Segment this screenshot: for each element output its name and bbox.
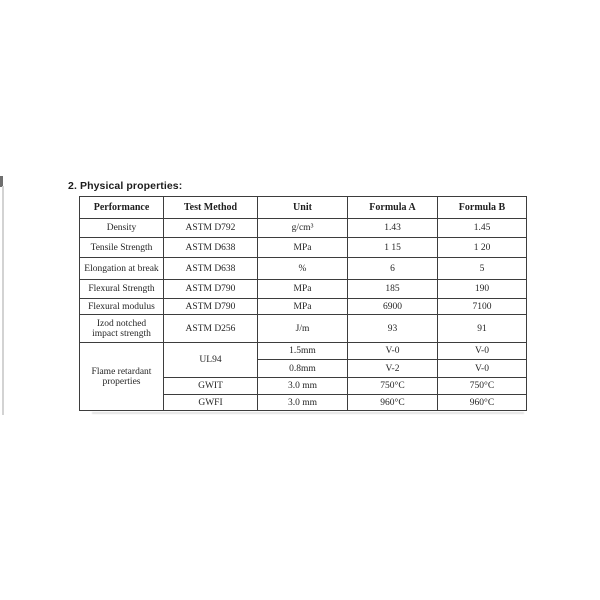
cell-formula-b: 5: [438, 258, 527, 280]
cell-test-method: GWIT: [164, 378, 258, 395]
cell-formula-a: 6: [348, 258, 438, 280]
cell-formula-a: 960°C: [348, 395, 438, 411]
table-row: [80, 219, 527, 238]
cell-test-method: ASTM D638: [164, 258, 258, 280]
cell-performance: Flexural modulus: [80, 299, 164, 315]
cell-formula-a: 1 15: [348, 238, 438, 258]
col-header-formula-b: Formula B: [438, 197, 527, 219]
table-row: [80, 258, 527, 280]
cell-formula-b: V-0: [438, 343, 527, 360]
cell-performance: Tensile Strength: [80, 238, 164, 258]
cell-formula-a: V-0: [348, 343, 438, 360]
section-title: 2. Physical properties:: [68, 180, 183, 192]
cell-performance-flame-retardant: Flame retardant properties: [80, 343, 164, 411]
col-header-unit: Unit: [258, 197, 348, 219]
cell-performance: Elongation at break: [80, 258, 164, 280]
cell-formula-b: V-0: [438, 360, 527, 378]
cell-formula-b: 190: [438, 280, 527, 299]
cell-formula-a: 93: [348, 315, 438, 343]
cell-test-method: ASTM D792: [164, 219, 258, 238]
cell-formula-b: 960°C: [438, 395, 527, 411]
table-header-row: [80, 197, 527, 219]
cell-test-method: ASTM D790: [164, 280, 258, 299]
cell-test-method: ASTM D790: [164, 299, 258, 315]
cell-unit: MPa: [258, 299, 348, 315]
table-row: [80, 299, 527, 315]
cell-formula-a: V-2: [348, 360, 438, 378]
cell-formula-b: 1.45: [438, 219, 527, 238]
cell-unit: %: [258, 258, 348, 280]
cell-unit: MPa: [258, 280, 348, 299]
cell-performance: Izod notched impact strength: [80, 315, 164, 343]
col-header-test-method: Test Method: [164, 197, 258, 219]
cell-unit: 0.8mm: [258, 360, 348, 378]
table-row: [80, 238, 527, 258]
scan-artifact-shadow: [92, 412, 524, 414]
cell-test-method-ul94: UL94: [164, 343, 258, 378]
cell-formula-a: 185: [348, 280, 438, 299]
cell-formula-b: 91: [438, 315, 527, 343]
cell-unit: g/cm³: [258, 219, 348, 238]
cell-performance: Flexural Strength: [80, 280, 164, 299]
cell-unit: MPa: [258, 238, 348, 258]
cell-test-method: ASTM D638: [164, 238, 258, 258]
cell-test-method: GWFI: [164, 395, 258, 411]
cell-formula-b: 1 20: [438, 238, 527, 258]
cell-unit: J/m: [258, 315, 348, 343]
cell-formula-b: 7100: [438, 299, 527, 315]
cell-unit: 1.5mm: [258, 343, 348, 360]
cell-formula-a: 6900: [348, 299, 438, 315]
table-row: [80, 343, 527, 360]
table-row: [80, 315, 527, 343]
physical-properties-table: [79, 196, 527, 411]
cell-formula-a: 750°C: [348, 378, 438, 395]
table-row: [80, 280, 527, 299]
cell-performance: Density: [80, 219, 164, 238]
cell-formula-b: 750°C: [438, 378, 527, 395]
cell-formula-a: 1.43: [348, 219, 438, 238]
col-header-performance: Performance: [80, 197, 164, 219]
scan-artifact-line: [2, 186, 4, 415]
cell-unit: 3.0 mm: [258, 378, 348, 395]
col-header-formula-a: Formula A: [348, 197, 438, 219]
cell-unit: 3.0 mm: [258, 395, 348, 411]
cell-test-method: ASTM D256: [164, 315, 258, 343]
